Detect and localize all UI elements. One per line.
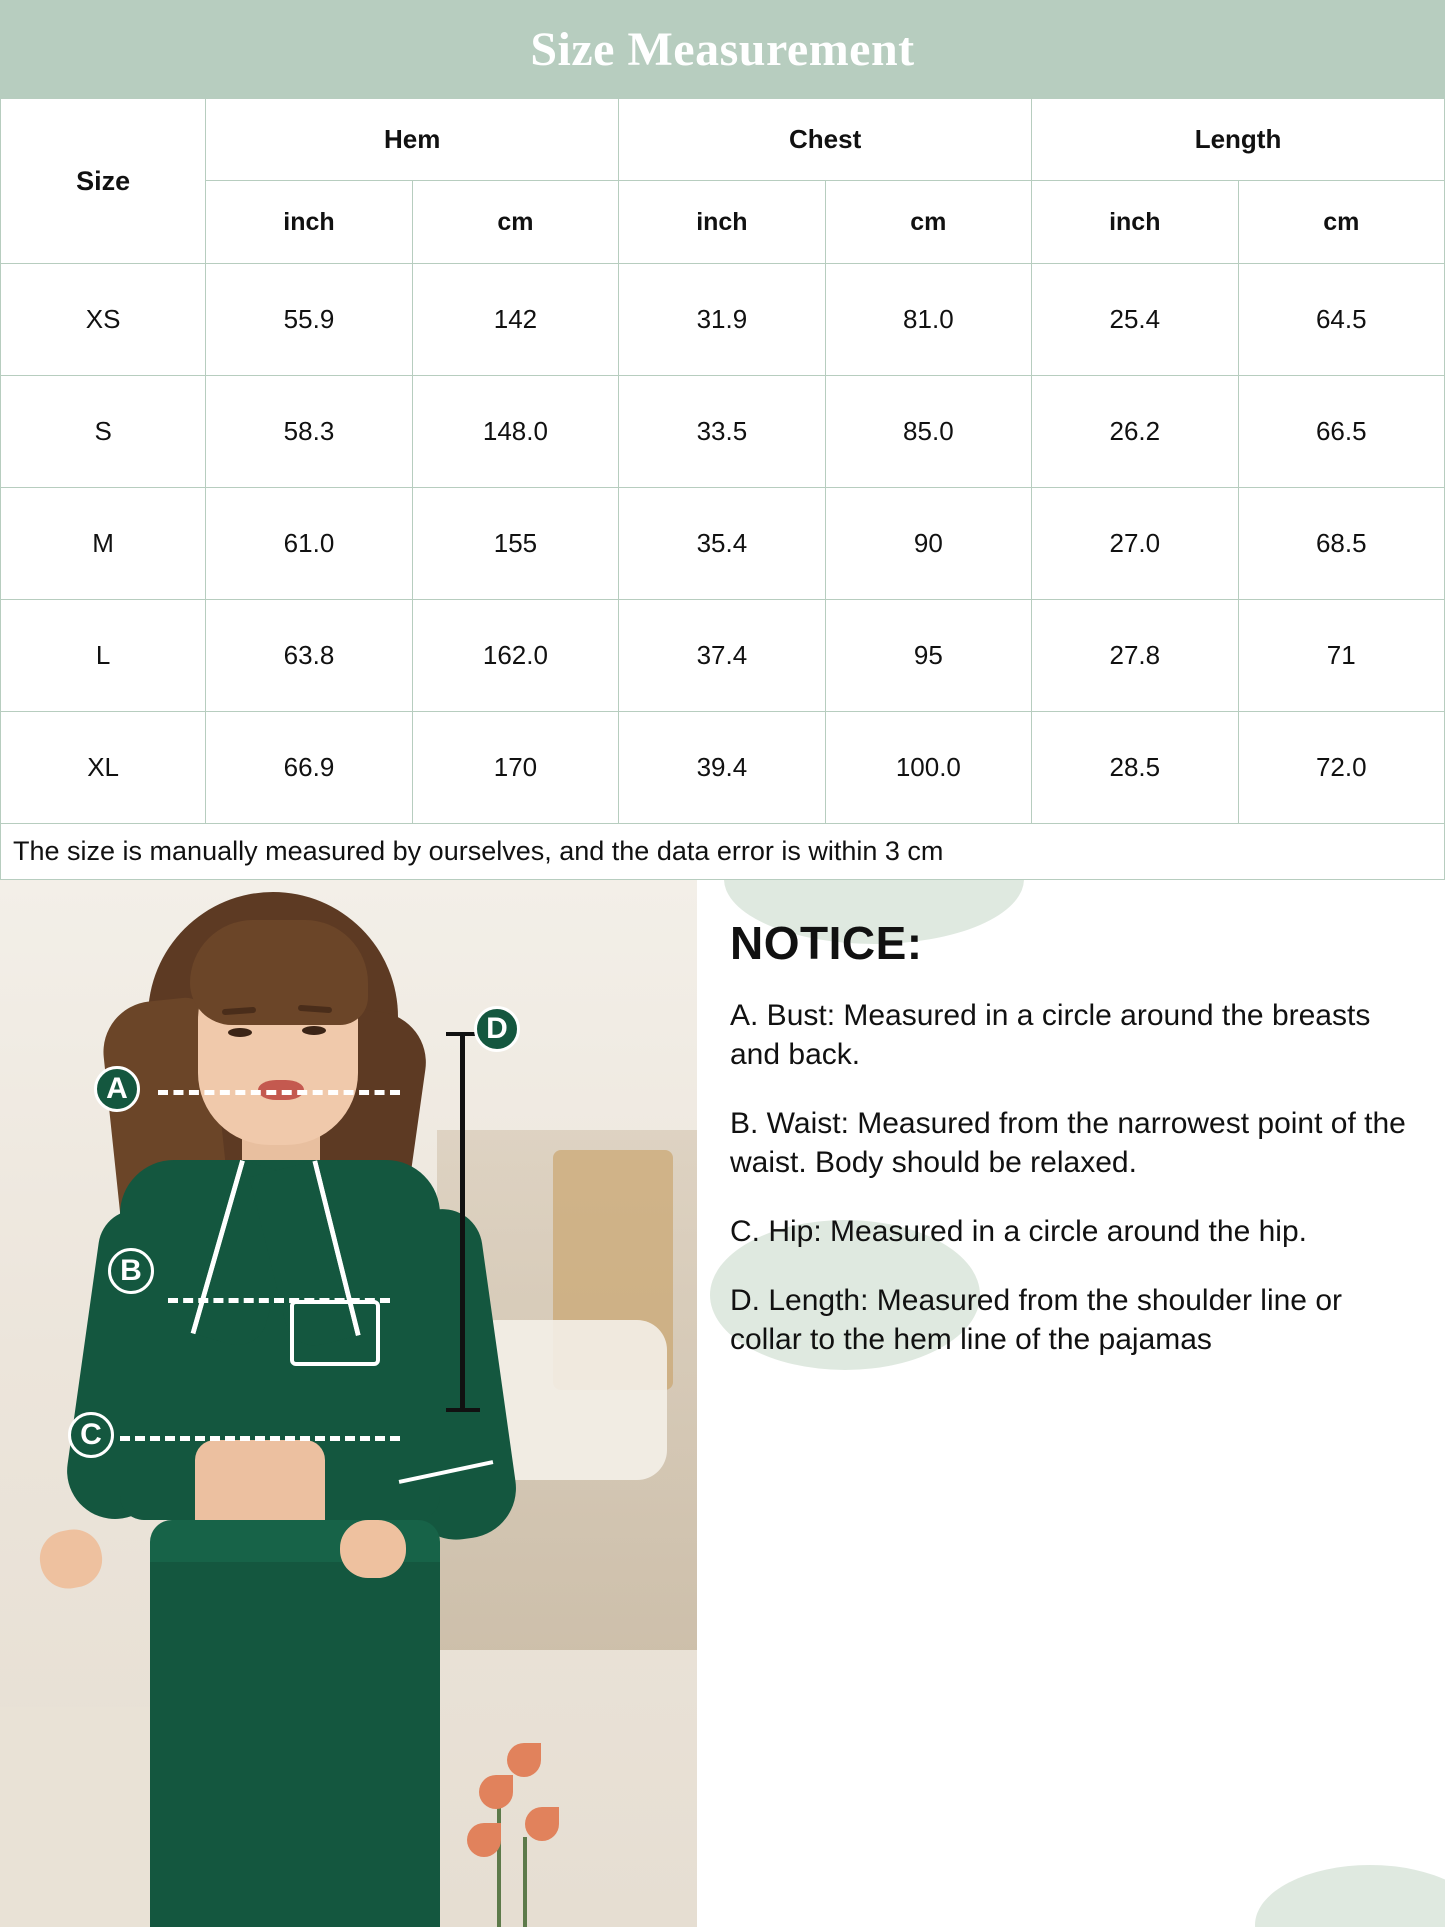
notice-title: NOTICE: [730, 917, 923, 969]
cell-xs-length-inch: 25.4 [1032, 264, 1238, 376]
marker-a: A [94, 1066, 140, 1112]
notice-panel [700, 880, 1445, 1927]
bust-measure-line [158, 1090, 400, 1095]
notice-item-waist: B. Waist: Measured from the narrowest point of the waist. Body should be relaxed. [730, 1107, 1406, 1179]
row-size-m: M [1, 488, 206, 600]
cell-xs-length-cm: 64.5 [1238, 264, 1444, 376]
waist-measure-line [168, 1298, 390, 1303]
chart-header [0, 0, 1445, 98]
flower-petal [525, 1807, 559, 1841]
flower-stem [523, 1837, 527, 1927]
hand-right [340, 1520, 406, 1578]
cell-xl-length-inch: 28.5 [1032, 712, 1238, 824]
cell-xl-hem-inch: 66.9 [206, 712, 412, 824]
flower-petal [467, 1823, 501, 1857]
cell-m-hem-cm: 155 [412, 488, 618, 600]
cell-l-hem-cm: 162.0 [412, 600, 618, 712]
row-size-s: S [1, 376, 206, 488]
table-row [1, 600, 1445, 712]
unit-chest-inch: inch [619, 181, 825, 264]
cell-xl-chest-inch: 39.4 [619, 712, 825, 824]
decorative-blob [1255, 1865, 1445, 1927]
cell-l-chest-cm: 95 [825, 600, 1031, 712]
cell-s-hem-inch: 58.3 [206, 376, 412, 488]
table-header-row-units [1, 181, 1445, 264]
bottom-section [0, 880, 1445, 1927]
length-measure-line [460, 1032, 465, 1410]
flower-petal [479, 1775, 513, 1809]
cell-xl-hem-cm: 170 [412, 712, 618, 824]
model-figure [0, 880, 697, 1927]
chest-pocket [290, 1300, 380, 1366]
length-measure-cap-bottom [446, 1408, 480, 1412]
table-header-row-groups [1, 99, 1445, 181]
notice-item-length: D. Length: Measured from the shoulder line or collar to the hem line of the pajamas [730, 1284, 1342, 1356]
column-group-length: Length [1032, 99, 1445, 181]
table-row [1, 376, 1445, 488]
marker-c: C [68, 1412, 114, 1458]
cell-xs-chest-cm: 81.0 [825, 264, 1031, 376]
cell-m-chest-cm: 90 [825, 488, 1031, 600]
unit-chest-cm: cm [825, 181, 1031, 264]
table-row [1, 488, 1445, 600]
unit-length-inch: inch [1032, 181, 1238, 264]
notice-item-hip: C. Hip: Measured in a circle around the hip. [730, 1215, 1307, 1248]
cell-l-hem-inch: 63.8 [206, 600, 412, 712]
hair-fringe [190, 920, 368, 1025]
cell-s-length-inch: 26.2 [1032, 376, 1238, 488]
cell-xl-length-cm: 72.0 [1238, 712, 1444, 824]
column-header-size: Size [1, 99, 206, 264]
model-photo [0, 880, 700, 1927]
hip-measure-line [120, 1436, 400, 1441]
cell-xs-chest-inch: 31.9 [619, 264, 825, 376]
cell-l-length-cm: 71 [1238, 600, 1444, 712]
eye-right [302, 1026, 326, 1035]
cell-s-chest-inch: 33.5 [619, 376, 825, 488]
measurement-footnote: The size is manually measured by ourselves, and the data error is within 3 cm [0, 824, 1445, 880]
notice-item-bust: A. Bust: Measured in a circle around the breasts and back. [730, 999, 1371, 1071]
cell-xs-hem-inch: 55.9 [206, 264, 412, 376]
table-row [1, 712, 1445, 824]
flower-petal [507, 1743, 541, 1777]
cell-xl-chest-cm: 100.0 [825, 712, 1031, 824]
column-group-chest: Chest [619, 99, 1032, 181]
row-size-l: L [1, 600, 206, 712]
column-group-hem: Hem [206, 99, 619, 181]
decorative-flowers [437, 1697, 567, 1927]
marker-d: D [474, 1006, 520, 1052]
table-row [1, 264, 1445, 376]
cell-m-length-inch: 27.0 [1032, 488, 1238, 600]
eye-left [228, 1028, 252, 1037]
cell-l-length-inch: 27.8 [1032, 600, 1238, 712]
unit-hem-cm: cm [412, 181, 618, 264]
row-size-xs: XS [1, 264, 206, 376]
hand-left [35, 1525, 106, 1593]
cell-s-length-cm: 66.5 [1238, 376, 1444, 488]
cell-m-chest-inch: 35.4 [619, 488, 825, 600]
cell-m-hem-inch: 61.0 [206, 488, 412, 600]
size-measurement-table [0, 98, 1445, 824]
cell-l-chest-inch: 37.4 [619, 600, 825, 712]
unit-hem-inch: inch [206, 181, 412, 264]
cell-s-chest-cm: 85.0 [825, 376, 1031, 488]
cell-m-length-cm: 68.5 [1238, 488, 1444, 600]
row-size-xl: XL [1, 712, 206, 824]
page-title: Size Measurement [530, 22, 915, 76]
unit-length-cm: cm [1238, 181, 1444, 264]
cell-xs-hem-cm: 142 [412, 264, 618, 376]
pajama-pants [150, 1520, 440, 1927]
marker-b: B [108, 1248, 154, 1294]
cell-s-hem-cm: 148.0 [412, 376, 618, 488]
